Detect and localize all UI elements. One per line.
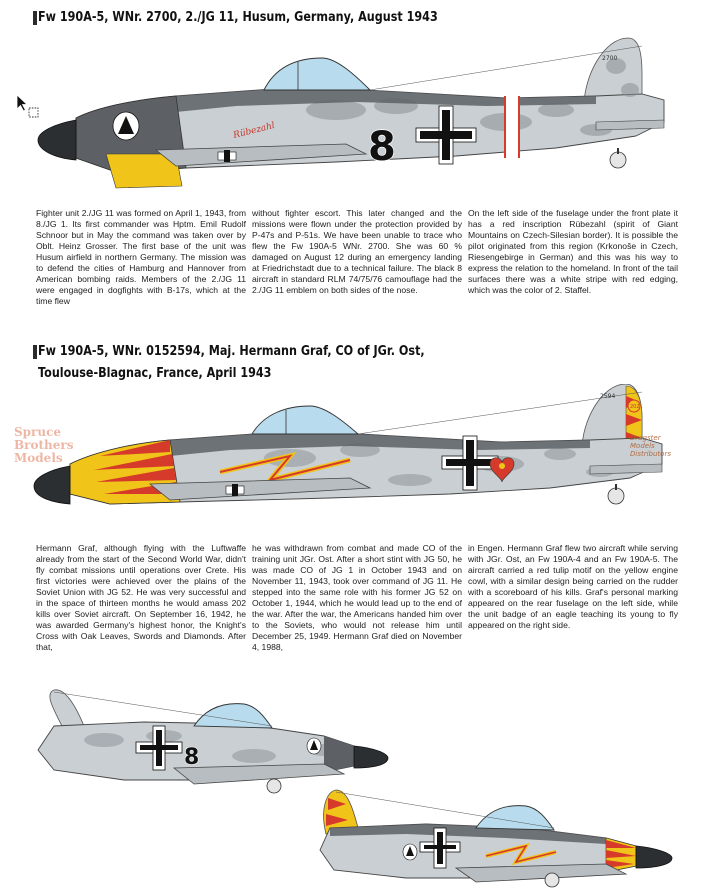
main-wheel	[545, 873, 559, 887]
rudder-score: 202	[630, 404, 640, 410]
fuselage-number: 8	[184, 745, 200, 770]
watermark-line-1: Spruce	[14, 425, 62, 439]
tail-werknummer: 2594	[600, 393, 616, 400]
aircraft-profile-2	[30, 384, 678, 520]
section-1-title-bar	[33, 11, 37, 25]
main-wheel	[267, 779, 281, 793]
section-2-column-2: he was withdrawn from combat and made CO of the training unit JGr. Ost. After a short stint with JG 50, he was made CO of JG 1 in October 1943 and on November 11, 1943, took over command of JG 11. He stepped into the same role with his former JG 52 on October 1, 1944, which he would lead up to the end of the war. After the war, the Americans handed him over to the Soviets, who would not release him until December 25, 1949. Hermann Graf died on November 4, 1988,	[252, 543, 462, 653]
section-1-title: Fw 190A-5, WNr. 2700, 2./JG 11, Husum, Germany, August 1943	[38, 10, 438, 25]
distributor-logo-line-2: Models	[630, 442, 655, 450]
section-2-title-bar	[33, 345, 37, 359]
canopy	[264, 58, 370, 90]
propeller-spinner	[636, 846, 672, 868]
unit-emblem	[113, 112, 139, 140]
distributor-logo-line-3: Distributors	[630, 450, 671, 458]
distributor-logo-line-1: Dragster	[630, 434, 661, 442]
nose-inscription: Rübezahl	[232, 120, 276, 141]
fuselage-number: 8	[368, 124, 396, 170]
wing-cross	[218, 150, 236, 162]
wing-cross	[226, 484, 244, 496]
aircraft-profile-4	[306, 772, 686, 890]
unit-emblem	[403, 844, 417, 860]
propeller-spinner	[354, 746, 388, 768]
section-1-column-3: On the left side of the fuselage under the front plate it has a red inscription Rübezahl (spirit of Giant Mountains on Czech-Silesian border). It is possible the pilot originated from this region (Krkonoše in Czech, Riesengebirge in German) and this was his way to express the relation to the homeland. In front of the tail surfaces there was a white stripe with red edging, which was the color of 2. Staffel.	[468, 208, 678, 296]
tail-wheel	[608, 484, 624, 504]
tail-wheel	[610, 148, 626, 168]
section-2-column-1: Hermann Graf, although flying with the Luftwaffe already from the start of the Second World War, didn't fly combat missions until operations over Crete. His first victories were achieved over the plains of the Soviet Union with JG 52. He was very successful and in the space of thirteen months he would amass 202 kills over Soviet aircraft. On September 16, 1942, he was awarded Germany's highest honor, the Knight's Cross with Oak Leaves, Swords and Diamonds. After that,	[36, 543, 246, 653]
section-2-column-3: in Engen. Hermann Graf flew two aircraft while serving with JGr. Ost, an Fw 190A-4 and an Fw 190A-5. The aircraft carried a red tulip motif on the yellow engine cowl, with a similar design being carried on the rudder with a scoreboard of his kills. Graf's personal marking appeared on the rear fuselage on the left side, while the unit badge of an eagle teaching its young to fly appeared on the right side.	[468, 543, 678, 631]
aircraft-profile-1	[36, 26, 676, 206]
watermark-line-3: Models	[14, 451, 63, 465]
tail-werknummer: 2700	[602, 55, 618, 62]
section-2-title-line-1: Fw 190A-5, WNr. 0152594, Maj. Hermann Graf, CO of JGr. Ost,	[38, 344, 425, 359]
propeller-spinner	[34, 466, 70, 504]
section-1-column-1: Fighter unit 2./JG 11 was formed on April 1, 1943, from 8./JG 1. Its first commander was Hptm. Emil Rudolf Schnoor but in May the command was taken over by Oblt. Heinz Grosser. The first base of the unit was Husum airfield in northern Germany. The mission was to defend the cities of Hamburg and Hannover from American bombing raids. Members of the 2./JG 11 were engaged in dogfights with B-17s, which at the time flew	[36, 208, 246, 307]
distributor-logo	[630, 434, 696, 458]
section-1-column-2: without fighter escort. This later changed and the missions were flown under the protection provided by P-47s and P-51s. We have been unable to trace who flew the Fw 190A-5 WNr. 2700. She was 60 % damaged on August 12 during an emergency landing at Friedrichstadt due to a technical failure. The black 8 aircraft in standard RLM 74/75/76 camouflage had the 2./JG 11 emblem on both sides of the nose.	[252, 208, 462, 296]
watermark-line-2: Brothers	[14, 438, 74, 452]
canopy	[476, 806, 554, 830]
staffel-stripe	[504, 96, 520, 158]
canopy	[252, 406, 358, 434]
propeller-spinner	[38, 120, 76, 160]
unit-emblem	[307, 738, 321, 754]
section-2-title-line-2: Toulouse-Blagnac, France, April 1943	[38, 366, 272, 381]
watermark-logo	[14, 426, 73, 465]
